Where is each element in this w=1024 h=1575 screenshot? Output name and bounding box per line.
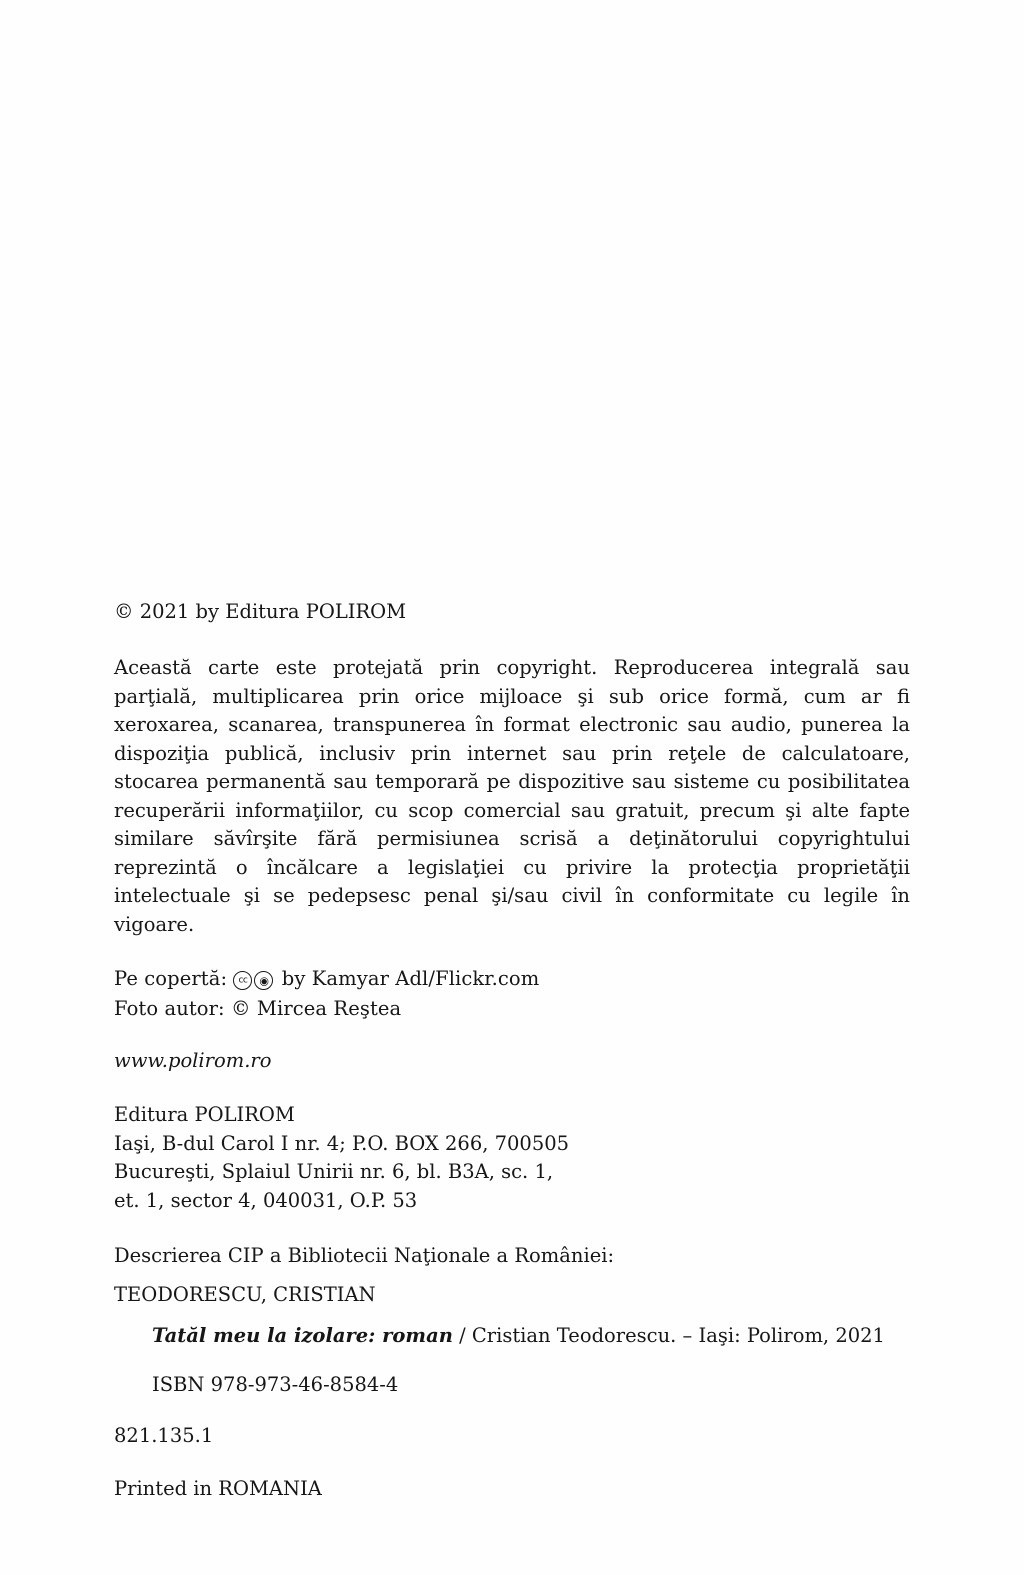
photo-credit: Foto autor: © Mircea Reştea <box>114 997 402 1020</box>
website-block <box>114 1047 910 1075</box>
publisher-address-line-1: Iaşi, B-dul Carol I nr. 4; P.O. BOX 266, 700505 <box>114 1131 570 1155</box>
printed-in: Printed in ROMANIA <box>114 1477 322 1500</box>
publisher-address-line-2: Bucureşti, Splaiul Unirii nr. 6, bl. B3A, sc. 1, <box>114 1160 554 1183</box>
printed-block <box>114 1474 910 1503</box>
cip-heading: Descrierea CIP a Bibliotecii Naţionale a României: <box>114 1244 615 1267</box>
cip-entry-rest: / Cristian Teodorescu. – Iaşi: Polirom, 2021 <box>459 1324 885 1347</box>
isbn: ISBN 978-973-46-8584-4 <box>152 1373 399 1396</box>
copyright-notice: © 2021 by Editura POLIROM <box>114 600 407 623</box>
publisher-name: Editura POLIROM <box>114 1103 295 1126</box>
publisher-block <box>114 1101 910 1215</box>
cover-credit-suffix: by Kamyar Adl/Flickr.com <box>281 967 540 990</box>
cip-classification: 821.135.1 <box>114 1424 214 1447</box>
copyright-block <box>114 598 910 626</box>
cip-author: TEODORESCU, CRISTIAN <box>114 1283 376 1306</box>
publisher-website[interactable]: www.polirom.ro <box>114 1049 272 1072</box>
copyright-page-content <box>114 598 910 1503</box>
legal-notice-text: Această carte este protejată prin copyright. Reproducerea integrală sau parţială, multiplicarea prin orice mijloace şi sub orice formă, cum ar fi xeroxarea, scanarea, transpunerea în format electronic sau audio, punerea la dispoziţia publică, inclusiv prin internet sau prin reţele de calculatoare, stocarea permanentă sau temporară pe dispozitive sau sisteme cu posibilitatea recuperării informaţiilor, cu scop comercial sau gratuit, precum şi alte fapte similare săvîrşite fără permisiunea scrisă a deţinătorului copyrightului reprezintă o încălcare a legislaţiei cu privire la protecţia proprietăţii intelectuale şi se pedepsesc penal şi/sau civil în conformitate cu legile în vigoare. <box>114 656 910 936</box>
credits-block <box>114 965 910 1023</box>
cip-block <box>114 1241 910 1450</box>
legal-notice-block <box>114 654 910 939</box>
cover-credit-prefix: Pe copertă: <box>114 967 228 990</box>
publisher-address-line-3: et. 1, sector 4, 040031, O.P. 53 <box>114 1188 418 1212</box>
cip-title-italic: Tatăl meu la izolare: roman <box>152 1324 453 1347</box>
cip-entry <box>152 1321 910 1350</box>
cover-credit <box>114 965 910 995</box>
creative-commons-icon <box>233 967 275 995</box>
cc-attribution-icon: ◉ <box>254 971 273 990</box>
cc-badge-icon: cc <box>233 971 252 990</box>
